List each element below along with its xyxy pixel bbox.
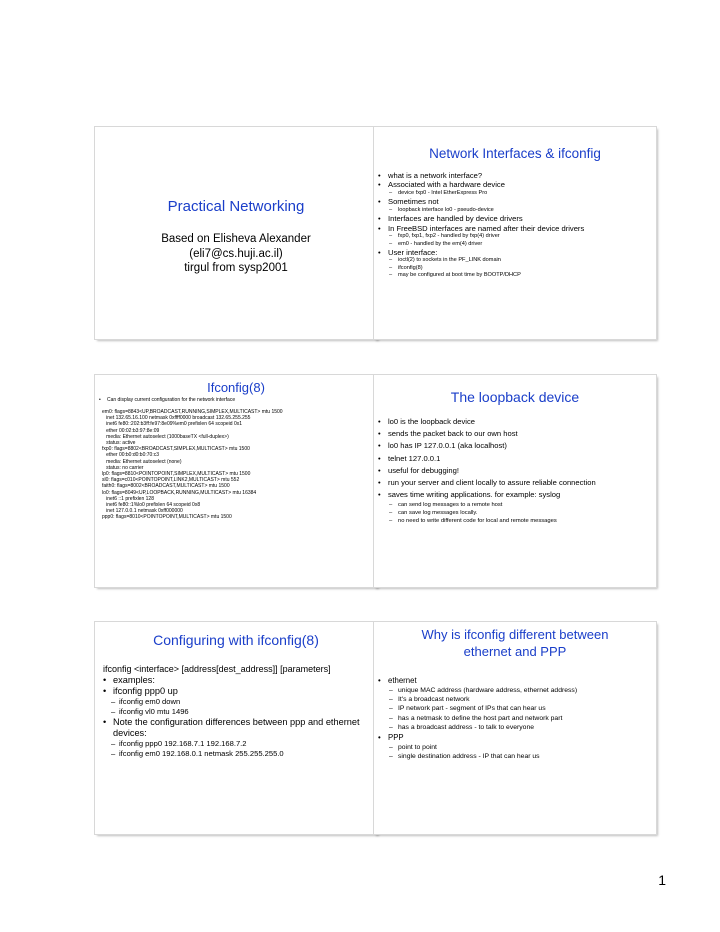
bullet-item: • In FreeBSD interfaces are named after their device drivers: [374, 224, 656, 233]
bullet-item: • what is a network interface?: [374, 171, 656, 180]
bullet-item: • Interfaces are handled by device drivers: [374, 214, 656, 223]
author-email: (eli7@cs.huji.ac.il): [189, 247, 283, 260]
sub-bullet-item: – no need to write different code for local and remote messages: [374, 518, 656, 526]
slide-title: Configuring with ifconfig(8): [153, 632, 319, 648]
author-line: Based on Elisheva Alexander: [161, 233, 311, 245]
sub-bullet-item: – ifconfig vl0 mtu 1496: [95, 707, 377, 717]
sub-bullet-item: – device fxp0 - Intel EtherExpress Pro: [374, 190, 656, 198]
slide-6-ethernet-vs-ppp: [374, 622, 656, 834]
bullet-item: • Note the configuration differences between ppp and ethernet devices:: [95, 717, 377, 739]
bullet-list: [95, 675, 377, 759]
slide-1-title: [95, 127, 377, 339]
sub-bullet-item: – single destination address - IP that can hear us: [374, 753, 656, 761]
bullet-item: • saves time writing applications. for example: syslog: [374, 490, 656, 499]
sub-bullet-item: – has a broadcast address - to talk to everyone: [374, 724, 656, 732]
bullet-item: • run your server and client locally to assure reliable connection: [374, 478, 656, 487]
bullet-list: [374, 417, 656, 525]
bullet-item: • User interface:: [374, 248, 656, 257]
sub-bullet-item: – ioctl(2) to sockets in the PF_LINK domain: [374, 257, 656, 265]
sub-bullet-item: – point to point: [374, 744, 656, 752]
sub-bullet-item: – unique MAC address (hardware address, ethernet address): [374, 687, 656, 695]
bullet-item: • Sometimes not: [374, 197, 656, 206]
bullet-list: [374, 676, 656, 761]
bullet-item: • ethernet: [374, 676, 656, 686]
sub-bullet-item: – can save log messages locally.: [374, 510, 656, 518]
sub-bullet-item: – can send log messages to a remote host: [374, 502, 656, 510]
sub-bullet-item: – fxp0, fxp1, fxp2 - handled by fxp(4) driver: [374, 233, 656, 241]
sub-bullet-item: – ifconfig em0 192.168.0.1 netmask 255.255.255.0: [95, 749, 377, 759]
slide-2-network-interfaces: [374, 127, 656, 339]
bullet-item: • Associated with a hardware device: [374, 180, 656, 189]
ifconfig-output: em0: flags=8843<UP,BROADCAST,RUNNING,SIMPLEX,MULTICAST> mtu 1500 inet 132.65.16.100 netmask 0xffff0000 broadcast 132.65.255.255 inet6 fe80::202:b3ff:fe97:8e09%em0 prefixlen 64 scopeid 0x1 ether 00:02:b3:97:8e:09 media: Ethernet autoselect (1000baseTX <full-duplex>) status: active fxp0: flags=8802<BROADCAST,SIMPLEX,MULTICAST> mtu 1500 ether 00:b0:d0:b0:70:c3 media: Ethernet autoselect (none) status: no carrier lp0: flags=8810<POINTOPOINT,SIMPLEX,MULTICAST> mtu 1500 sl0: flags=c010<POINTOPOINT,LINK2,MULTICAST> mtu 552 faith0: flags=8002<BROADCAST,MULTICAST> mtu 1500 lo0: flags=8049<UP,LOOPBACK,RUNNING,MULTICAST> mtu 16384 inet6 ::1 prefixlen 128 inet6 fe80::1%lo0 prefixlen 64 scopeid 0x8 inet 127.0.0.1 netmask 0xff000000 ppp0: flags=8010<POINTOPOINT,MULTICAST> mtu 1500: [102, 409, 283, 521]
sub-bullet-item: – may be configured at boot time by BOOTP/DHCP: [374, 272, 656, 280]
bullet-item: • lo0 has IP 127.0.0.1 (aka localhost): [374, 441, 656, 450]
sub-bullet-item: – ifconfig(8): [374, 265, 656, 273]
sub-bullet-item: – em0 - handled by the em(4) driver: [374, 241, 656, 249]
slide-title: Ifconfig(8): [207, 380, 265, 395]
sub-bullet-item: – ifconfig em0 down: [95, 697, 377, 707]
slide-title: Practical Networking: [167, 198, 305, 215]
slide-4-loopback: [374, 375, 656, 587]
bullet-item: • PPP: [374, 733, 656, 743]
bullet-text: Can display current configuration for the network interface: [107, 397, 236, 403]
bullet-item: • ifconfig ppp0 up: [95, 686, 377, 697]
sub-bullet-item: – ifconfig ppp0 192.168.7.1 192.168.7.2: [95, 739, 377, 749]
sub-bullet-item: – has a netmask to define the host part and network part: [374, 715, 656, 723]
bullet-item: • Can display current configuration for the network interface: [99, 397, 236, 403]
slide-title: [374, 626, 656, 660]
bullet-item: • telnet 127.0.0.1: [374, 454, 656, 463]
slide-title: Network Interfaces & ifconfig: [429, 146, 601, 161]
slide-title-line-2: ethernet and PPP: [463, 644, 567, 659]
sub-bullet-item: – It's a broadcast network: [374, 696, 656, 704]
slide-title-line-1: Why is ifconfig different between: [421, 627, 609, 642]
bullet-item: • lo0 is the loopback device: [374, 417, 656, 426]
bullet-item: • examples:: [95, 675, 377, 686]
slide-3-ifconfig-output: [95, 375, 377, 587]
page-number: 1: [658, 872, 666, 888]
usage-line: ifconfig <interface> [address[dest_address]] [parameters]: [103, 664, 331, 674]
bullet-item: • sends the packet back to our own host: [374, 429, 656, 438]
sub-bullet-item: – loopback interface lo0 - pseudo-device: [374, 207, 656, 215]
slide-title: The loopback device: [450, 389, 580, 405]
source-line: tirgul from sysp2001: [184, 262, 288, 274]
bullet-list: [374, 171, 656, 280]
sub-bullet-item: – IP network part - segment of IPs that can hear us: [374, 705, 656, 713]
slide-5-configuring: [95, 622, 377, 834]
bullet-item: • useful for debugging!: [374, 466, 656, 475]
